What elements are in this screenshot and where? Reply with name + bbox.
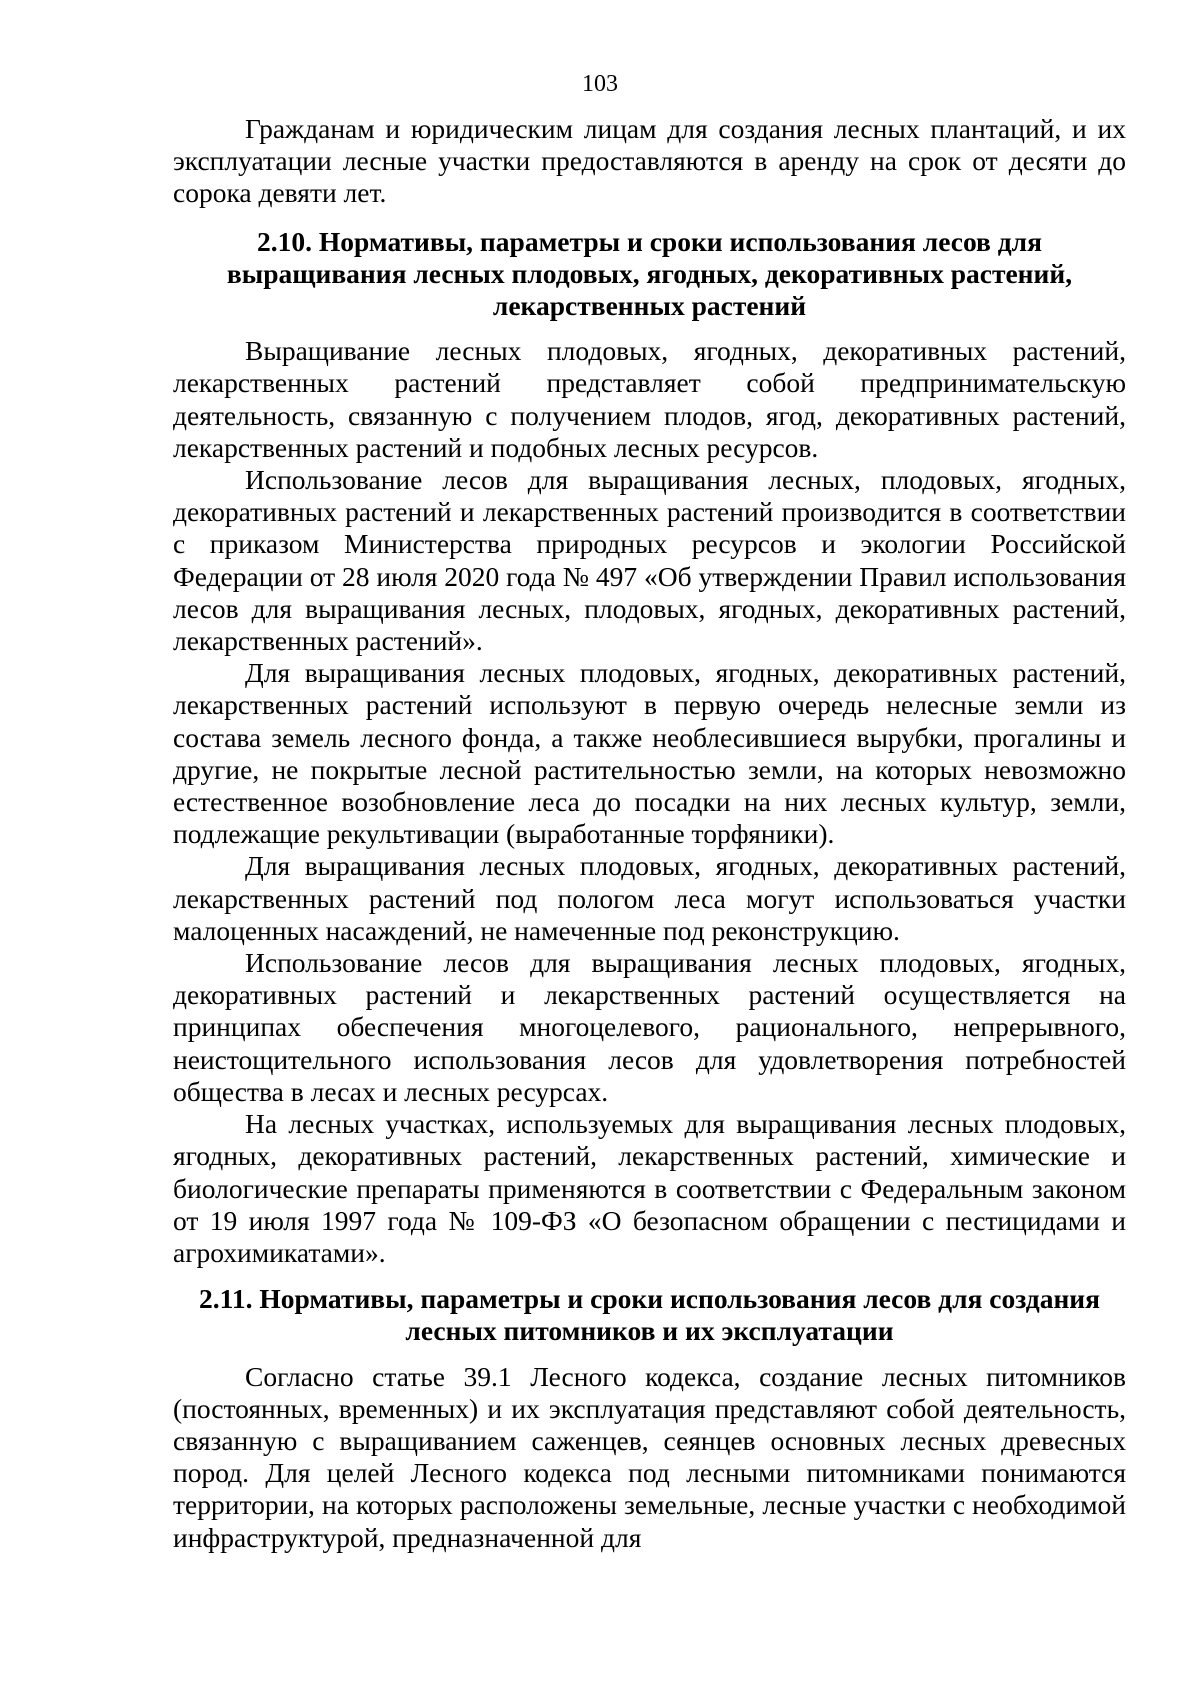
section-heading-2-11 xyxy=(173,1283,1126,1347)
section-heading-2-10 xyxy=(173,226,1126,323)
section-heading-2-10-line-2: выращивания лесных плодовых, ягодных, декоративных растений, xyxy=(226,257,1073,289)
paragraph-forest-plantations-lease: Гражданам и юридическим лицам для создания лесных плантаций, и их эксплуатации лесные участки предоставляются в аренду на срок от десяти до сорока девяти лет. xyxy=(173,113,1126,209)
paragraph-chemicals-law-109: На лесных участках, используемых для выращивания лесных плодовых, ягодных, декоративных растений, лекарственных растений, химические и биологические препараты применяются в соответствии с Федеральным законом от 19 июля 1997 года № 109-ФЗ «О безопасном обращении с пестицидами и агрохимикатами». xyxy=(173,1108,1126,1268)
section-heading-2-11-line-2: лесных питомников и их эксплуатации xyxy=(405,1315,894,1347)
paragraph-under-canopy: Для выращивания лесных плодовых, ягодных, декоративных растений, лекарственных растений под пологом леса могут использоваться участки малоценных насаждений, не намеченные под реконструкцию. xyxy=(173,850,1126,946)
paragraph-principles: Использование лесов для выращивания лесных плодовых, ягодных, декоративных растений и лекарственных растений осуществляется на принципах обеспечения многоцелевого, рационального, непрерывного, неистощительного использования лесов для удовлетворения потребностей общества в лесах и лесных ресурсах. xyxy=(173,947,1126,1107)
paragraph-cultivation-order-497: Использование лесов для выращивания лесных, плодовых, ягодных, декоративных растений и лекарственных растений производится в соответствии с приказом Министерства природных ресурсов и экологии Российской Федерации от 28 июля 2020 года № 497 «Об утверждении Правил использования лесов для выращивания лесных, плодовых, ягодных, декоративных растений, лекарственных растений». xyxy=(173,464,1126,657)
section-heading-2-10-line-1: 2.10. Нормативы, параметры и сроки использования лесов для xyxy=(257,225,1042,257)
page-content xyxy=(173,113,1126,1554)
page-number: 103 xyxy=(582,71,618,97)
paragraph-cultivation-definition: Выращивание лесных плодовых, ягодных, декоративных растений, лекарственных растений представляет собой предпринимательскую деятельность, связанную с получением плодов, ягод, декоративных растений, лекарственных растений и подобных лесных ресурсов. xyxy=(173,335,1126,463)
section-heading-2-11-line-1: 2.11. Нормативы, параметры и сроки использования лесов для создания xyxy=(198,1283,1101,1315)
paragraph-lands-used: Для выращивания лесных плодовых, ягодных, декоративных растений, лекарственных растений используют в первую очередь нелесные земли из состава земель лесного фонда, а также необлесившиеся вырубки, прогалины и другие, не покрытые лесной растительностью земли, на которых невозможно естественное возобновление леса до посадки на них лесных культур, земли, подлежащие рекультивации (выработанные торфяники). xyxy=(173,657,1126,850)
paragraph-forest-nurseries-article-39-1: Согласно статье 39.1 Лесного кодекса, создание лесных питомников (постоянных, временных) и их эксплуатация представляют собой деятельность, связанную с выращиванием саженцев, сеянцев основных лесных древесных пород. Для целей Лесного кодекса под лесными питомниками понимаются территории, на которых расположены земельные, лесные участки с необходимой инфраструктурой, предназначенной для xyxy=(173,1360,1126,1553)
section-heading-2-10-line-3: лекарственных растений xyxy=(492,290,807,322)
